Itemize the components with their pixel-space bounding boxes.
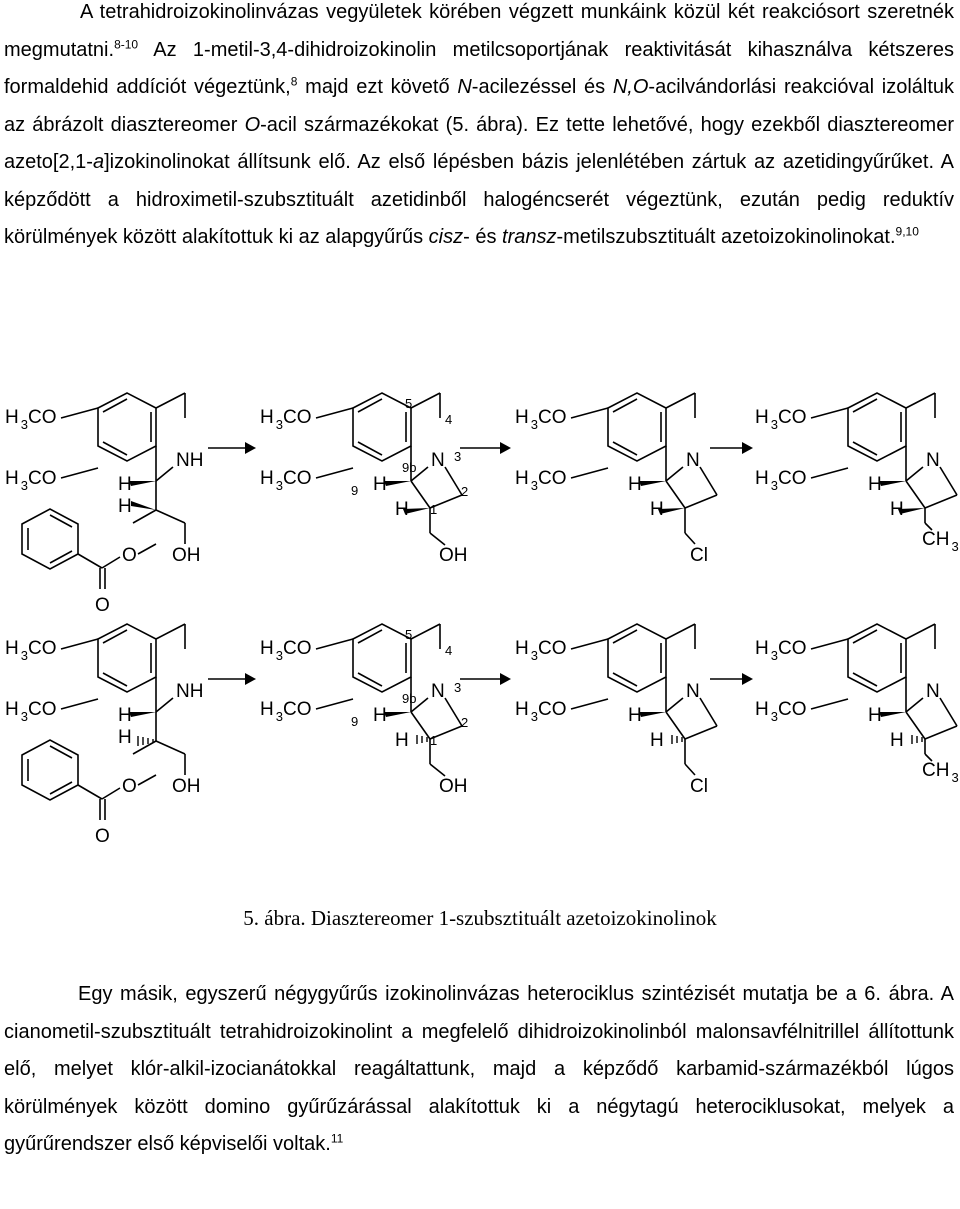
methyl-label: CH $_3$ — [922, 760, 959, 785]
hydrogen-label: H — [650, 499, 664, 520]
hydrogen-label: H — [373, 474, 387, 495]
nh-label: NH — [176, 450, 204, 471]
position-9: 9 — [351, 714, 359, 729]
position-3: 3 — [454, 680, 462, 695]
reaction-scheme — [0, 378, 960, 898]
hydrogen-label: H — [868, 474, 882, 495]
nitrogen-label: N — [926, 681, 940, 702]
hydrogen-label: H — [628, 705, 642, 726]
figure-caption: 5. ábra. Diasztereomer 1-szubsztituált azetoizokinolinok — [243, 906, 717, 930]
position-9b: 9b — [402, 691, 417, 706]
compound-1-trans — [5, 624, 203, 847]
paragraph-1: A tetrahidroizokinolinvázas vegyületek körében végzett munkáink közül két reakciósort szeretnék megmutatni.$^{8-10}$ Az 1-metil-3,4-dihidroizokinolin metilcsoportjának reaktivitását kihasználva kétszeres formaldehid addíciót végeztünk,$^8$ majd ezt követő N-acilezéssel és N,O-acilvándorlási reakcióval izoláltuk az ábrázolt diasztereomer O-acil származékokat (5. ábra). Ez tette lehetővé, hogy ezekből diasztereomer azeto[2,1-a]izokinolinokat állítsunk elő. Az első lépésben bázis jelenlétében zártuk az azetidingyűrűket. A képződött a hidroximetil-szubsztituált azetidinből halogéncserét végeztünk, ezután pedig reduktív körülmények között alakítottuk ki az alapgyűrűs cisz- és transz-metilszubsztituált azetoizokinolinokat.$^{9,10}$ — [4, 1, 955, 248]
nh-label: NH — [176, 681, 204, 702]
compound-3-chloromethyl — [515, 393, 717, 566]
compound-1-cis — [5, 393, 203, 616]
position-5: 5 — [405, 627, 413, 642]
paragraph-2: Egy másik, egyszerű négygyűrűs izokinolinvázas heterociklus szintézisét mutatja be a 6. ábra. A cianometil-szubsztituált tetrahidroizokinolint a megfelelő dihidroizokinolinból malonsavfélnitrillel állítottunk elő, melyet klór-alkil-izocianátokkal reagáltattunk, majd a képződő karbamid-származékból lúgos körülmények között domino gyűrűzárással alakítottuk ki a négytagú heterociklusokat, melyek a gyűrűrendszer első képviselői voltak.$^{11}$ — [4, 983, 954, 1155]
hydrogen-label: H — [373, 705, 387, 726]
hydrogen-label: H — [118, 496, 132, 517]
nitrogen-label: N — [686, 450, 700, 471]
hydrogen-label: H — [890, 730, 904, 751]
hydrogen-label: H — [395, 730, 409, 751]
hashed-bond — [912, 735, 922, 744]
hydrogen-label: H — [868, 705, 882, 726]
hydrogen-label: H — [628, 474, 642, 495]
compound-3-trans-chloromethyl — [515, 624, 717, 797]
hydrogen-label: H — [118, 705, 132, 726]
position-1: 1 — [430, 502, 438, 517]
hydroxyl-label: OH — [439, 545, 468, 566]
position-4: 4 — [445, 412, 453, 427]
hydrogen-label: H — [118, 474, 132, 495]
compound-2-trans-azetidine — [260, 624, 468, 797]
nitrogen-label: N — [686, 681, 700, 702]
nitrogen-label: N — [926, 450, 940, 471]
hydrogen-label: H — [650, 730, 664, 751]
compound-2-azetidine — [260, 393, 468, 566]
position-1: 1 — [430, 733, 438, 748]
hashed-bond — [672, 735, 682, 744]
position-2: 2 — [461, 715, 469, 730]
position-2: 2 — [461, 484, 469, 499]
hydrogen-label: H — [890, 499, 904, 520]
position-5: 5 — [405, 396, 413, 411]
chlorine-label: Cl — [690, 545, 708, 566]
nitrogen-label: N — [431, 450, 445, 471]
chlorine-label: Cl — [690, 776, 708, 797]
position-4: 4 — [445, 643, 453, 658]
hydrogen-label: H — [118, 727, 132, 748]
compound-4-methyl — [755, 393, 959, 554]
hashed-bond — [417, 735, 427, 744]
compound-4-trans-methyl — [755, 624, 959, 785]
position-3: 3 — [454, 449, 462, 464]
position-9b: 9b — [402, 460, 417, 475]
hydrogen-label: H — [395, 499, 409, 520]
nitrogen-label: N — [431, 681, 445, 702]
position-9: 9 — [351, 483, 359, 498]
hydroxyl-label: OH — [439, 776, 468, 797]
methyl-label: CH $_3$ — [922, 529, 959, 554]
